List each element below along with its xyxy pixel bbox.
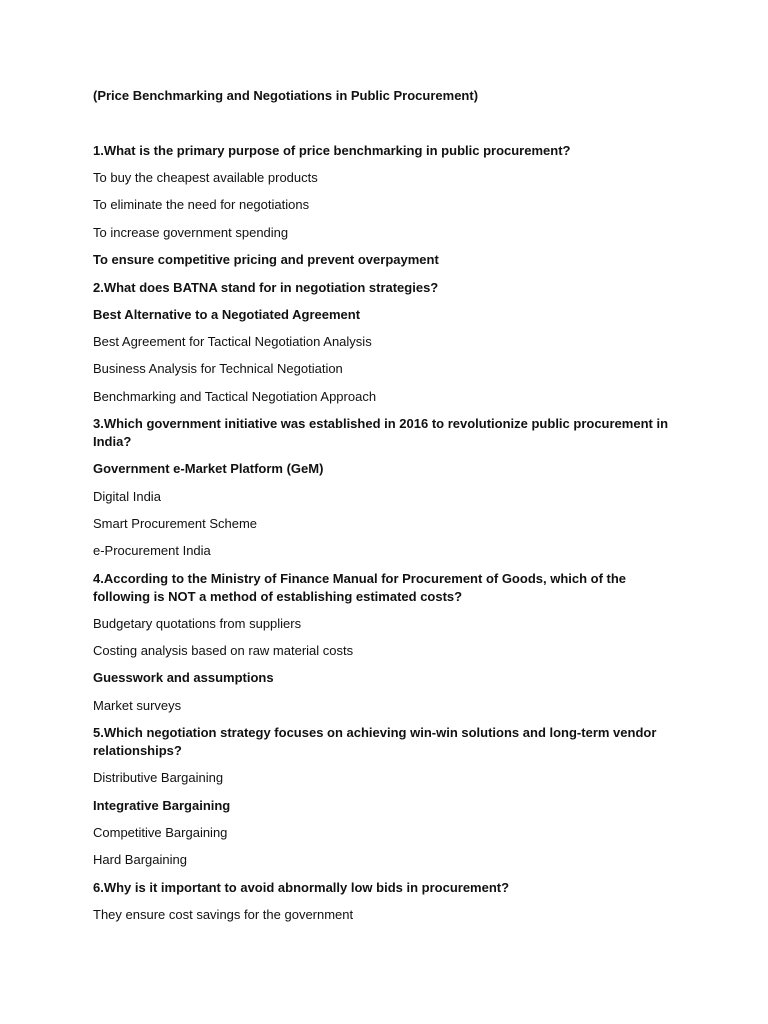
question-1-option-1: To buy the cheapest available products bbox=[93, 170, 318, 185]
question-2-option-2: Best Agreement for Tactical Negotiation Analysis bbox=[93, 333, 372, 349]
question-2: 2.What does BATNA stand for in negotiation strategies? bbox=[93, 279, 439, 295]
question-4: 4.According to the Ministry of Finance Manual for Procurement of Goods, which of the following is NOT a method of establishing estimated costs? bbox=[93, 570, 627, 604]
question-3-option-1: Government e-Market Platform (GeM) bbox=[93, 461, 324, 477]
question-1: 1.What is the primary purpose of price benchmarking in public procurement? bbox=[93, 143, 571, 158]
question-1-option-4: To ensure competitive pricing and prevent overpayment bbox=[93, 252, 439, 268]
document-body bbox=[93, 87, 683, 933]
question-4-option-2: Costing analysis based on raw material costs bbox=[93, 643, 354, 659]
question-1-option-2: To eliminate the need for negotiations bbox=[93, 197, 310, 213]
question-5-option-1: Distributive Bargaining bbox=[93, 770, 224, 786]
question-2-option-3: Business Analysis for Technical Negotiation bbox=[93, 361, 343, 377]
document-title: (Price Benchmarking and Negotiations in Public Procurement) bbox=[93, 88, 479, 103]
question-5-option-4: Hard Bargaining bbox=[93, 852, 187, 868]
question-6-option-1: They ensure cost savings for the government bbox=[93, 906, 354, 922]
question-3-option-3: Smart Procurement Scheme bbox=[93, 515, 258, 531]
question-5-option-2: Integrative Bargaining bbox=[93, 797, 231, 813]
question-3: 3.Which government initiative was established in 2016 to revolutionize public procurement in India? bbox=[93, 416, 669, 450]
question-4-option-3: Guesswork and assumptions bbox=[93, 670, 274, 686]
question-5-option-3: Competitive Bargaining bbox=[93, 825, 228, 841]
question-2-option-4: Benchmarking and Tactical Negotiation Approach bbox=[93, 388, 377, 404]
question-6: 6.Why is it important to avoid abnormally low bids in procurement? bbox=[93, 879, 510, 895]
question-4-option-1: Budgetary quotations from suppliers bbox=[93, 615, 302, 631]
question-1-option-3: To increase government spending bbox=[93, 224, 289, 240]
question-2-option-1: Best Alternative to a Negotiated Agreement bbox=[93, 306, 361, 322]
question-3-option-4: e-Procurement India bbox=[93, 543, 211, 559]
question-5: 5.Which negotiation strategy focuses on achieving win-win solutions and long-term vendor relationships? bbox=[93, 725, 657, 759]
question-4-option-4: Market surveys bbox=[93, 697, 182, 713]
question-3-option-2: Digital India bbox=[93, 488, 161, 504]
